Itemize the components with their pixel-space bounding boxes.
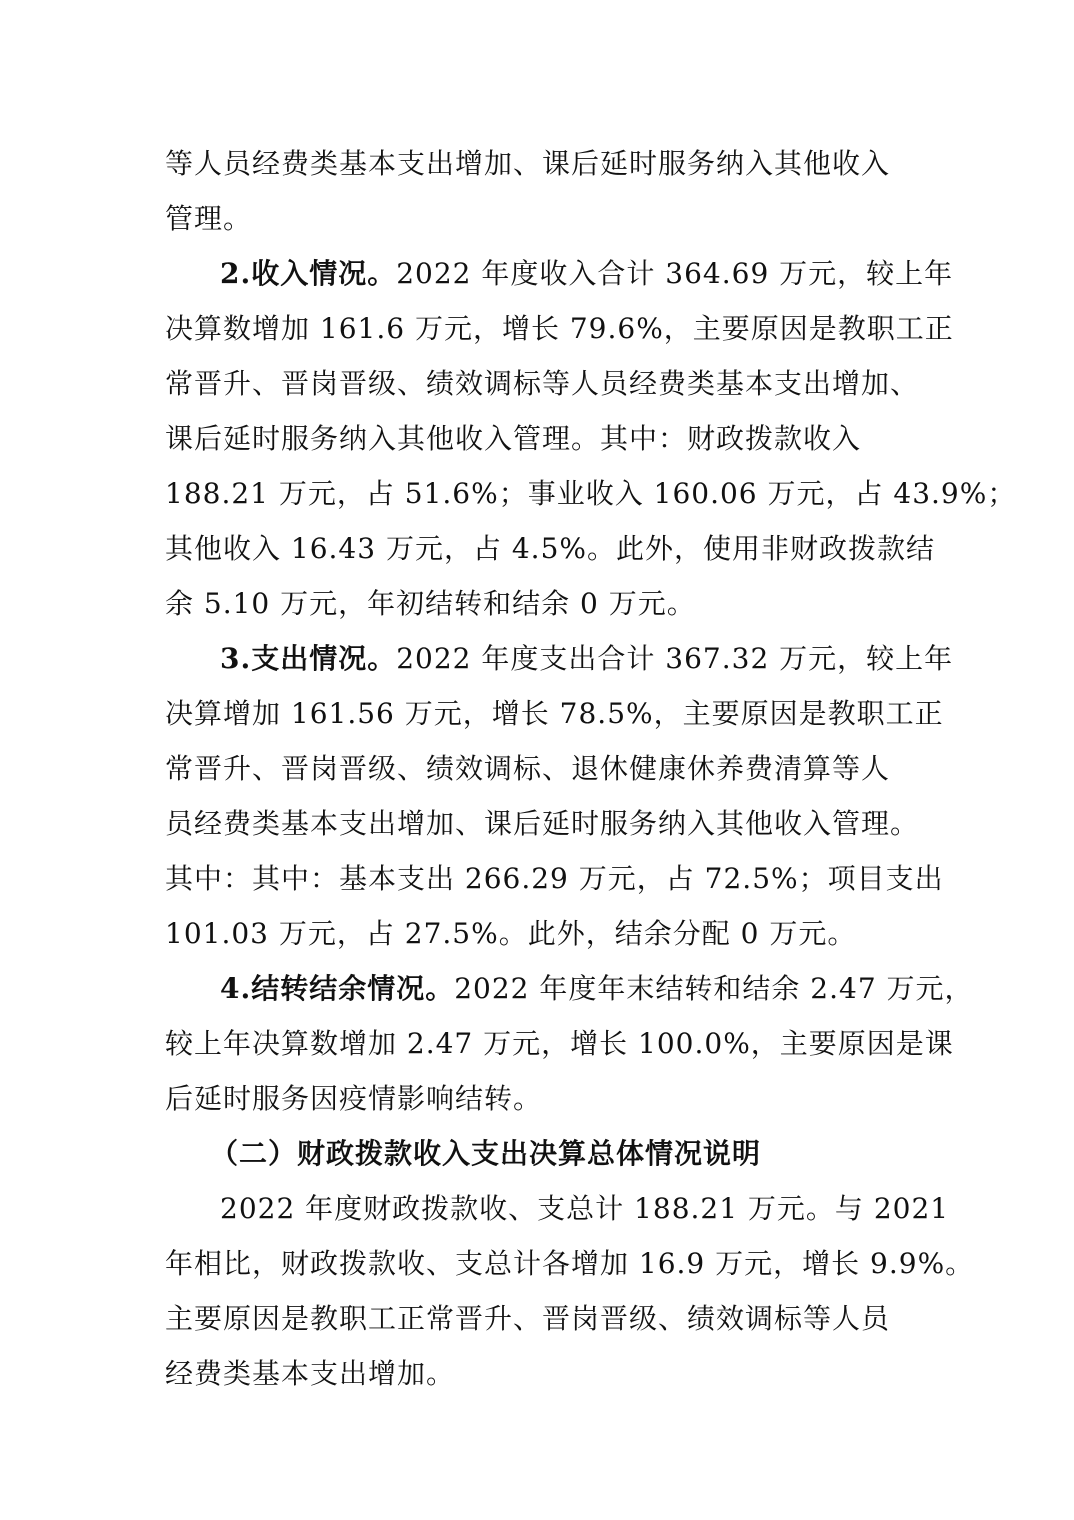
text-line: 101.03 万元，占 27.5%。此外，结余分配 0 万元。 — [165, 917, 857, 950]
text-line: 其他收入 16.43 万元，占 4.5%。此外，使用非财政拨款结 — [165, 532, 935, 565]
text-fragment: 2022 年度支出合计 367.32 万元，较上年 — [396, 642, 954, 675]
text-line: 主要原因是教职工正常晋升、晋岗晋级、绩效调标等人员 — [165, 1302, 891, 1335]
text-fragment: 2022 年度年末结转和结余 2.47 万元， — [454, 972, 974, 1005]
text-line: 较上年决算数增加 2.47 万元，增长 100.0%，主要原因是课 — [165, 1027, 954, 1060]
text-line: 常晋升、晋岗晋级、绩效调标等人员经费类基本支出增加、 — [165, 367, 920, 400]
text-line: 2022 年度财政拨款收、支总计 188.21 万元。与 2021 — [220, 1192, 950, 1225]
text-line: 其中：其中：基本支出 266.29 万元，占 72.5%；项目支出 — [165, 862, 944, 895]
text-line: 余 5.10 万元，年初结转和结余 0 万元。 — [165, 587, 696, 620]
text-line: 经费类基本支出增加。 — [165, 1357, 456, 1390]
text-line: 管理。 — [165, 202, 253, 235]
paragraph-income-first-line — [220, 256, 953, 292]
text-line: 决算数增加 161.6 万元，增长 79.6%，主要原因是教职工正 — [165, 312, 954, 345]
paragraph-balance-first-line — [220, 971, 974, 1007]
text-line: 后延时服务因疫情影响结转。 — [165, 1082, 543, 1115]
text-line: 常晋升、晋岗晋级、绩效调标、退休健康休养费清算等人 — [165, 752, 891, 785]
text-line: 年相比，财政拨款收、支总计各增加 16.9 万元，增长 9.9%。 — [165, 1247, 975, 1280]
text-line: 课后延时服务纳入其他收入管理。其中：财政拨款收入 — [165, 422, 862, 455]
section-heading-balance: 4.结转结余情况。 — [220, 972, 455, 1005]
section-heading-expense: 3.支出情况。 — [220, 642, 397, 675]
text-line: 188.21 万元，占 51.6%；事业收入 160.06 万元，占 43.9%； — [165, 477, 1017, 510]
text-fragment: 2022 年度收入合计 364.69 万元，较上年 — [396, 257, 954, 290]
text-line: 决算增加 161.56 万元，增长 78.5%，主要原因是教职工正 — [165, 697, 944, 730]
section-heading-fiscal-summary: （二）财政拨款收入支出决算总体情况说明 — [210, 1137, 762, 1170]
text-line: 等人员经费类基本支出增加、课后延时服务纳入其他收入 — [165, 147, 891, 180]
paragraph-expense-first-line — [220, 641, 953, 677]
text-line: 员经费类基本支出增加、课后延时服务纳入其他收入管理。 — [165, 807, 920, 840]
section-heading-income: 2.收入情况。 — [220, 257, 397, 290]
